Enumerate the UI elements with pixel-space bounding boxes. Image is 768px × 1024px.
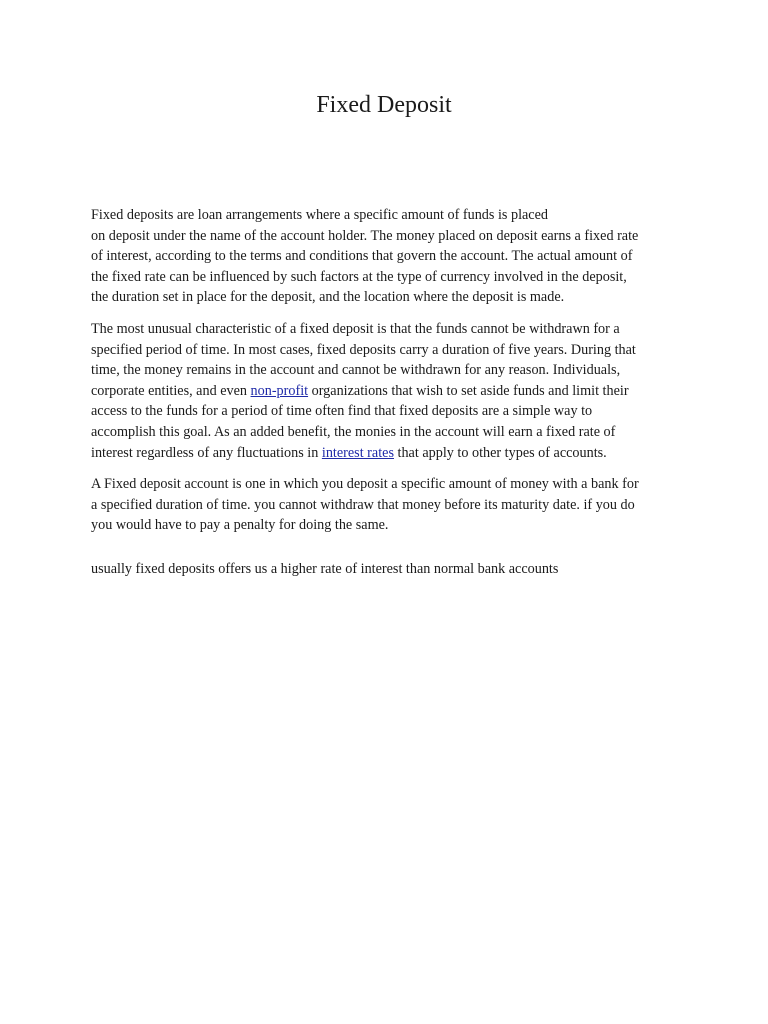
paragraph-line: you would have to pay a penalty for doing the same. [91,517,389,534]
paragraph-line: on deposit under the name of the account holder. The money placed on deposit earns a fixed rate [91,227,639,244]
paragraph-4 [91,559,683,580]
interest-rates-link[interactable]: interest rates [321,444,394,461]
paragraph-line [91,381,683,402]
paragraph-line: access to the funds for a period of time often find that fixed deposits are a simple way to [91,403,593,420]
paragraph-line: a specified duration of time. you cannot withdraw that money before its maturity date. if you do [91,496,635,513]
text-segment: corporate entities, and even [91,382,251,399]
paragraph-line: the fixed rate can be influenced by such factors at the type of currency involved in the deposit, [91,268,627,285]
paragraph-line: of interest, according to the terms and conditions that govern the account. The actual amount of [91,248,633,265]
non-profit-link[interactable]: non-profit [250,382,309,399]
paragraph-2 [91,319,683,463]
document-title: Fixed Deposit [316,92,452,118]
paragraph-line: A Fixed deposit account is one in which you deposit a specific amount of money with a bank for [91,476,639,493]
paragraph-line [91,443,683,464]
text-segment: organizations that wish to set aside funds and limit their [308,382,629,399]
paragraph-line: The most unusual characteristic of a fixed deposit is that the funds cannot be withdrawn for a [91,320,620,337]
paragraph-1 [91,205,683,308]
paragraph-line: the duration set in place for the deposit, and the location where the deposit is made. [91,289,565,306]
paragraph-line: accomplish this goal. As an added benefit, the monies in the account will earn a fixed rate of [91,423,616,440]
paragraph-line: time, the money remains in the account and cannot be withdrawn for any reason. Individuals, [91,362,621,379]
paragraph-line: usually fixed deposits offers us a higher rate of interest than normal bank accounts [91,560,559,577]
text-segment: that apply to other types of accounts. [393,444,607,461]
paragraph-3 [91,474,683,536]
paragraph-line: specified period of time. In most cases, fixed deposits carry a duration of five years. During that [91,341,636,358]
text-segment: interest regardless of any fluctuations in [91,444,322,461]
document-body [91,205,683,591]
paragraph-line: Fixed deposits are loan arrangements where a specific amount of funds is placed [91,207,548,223]
